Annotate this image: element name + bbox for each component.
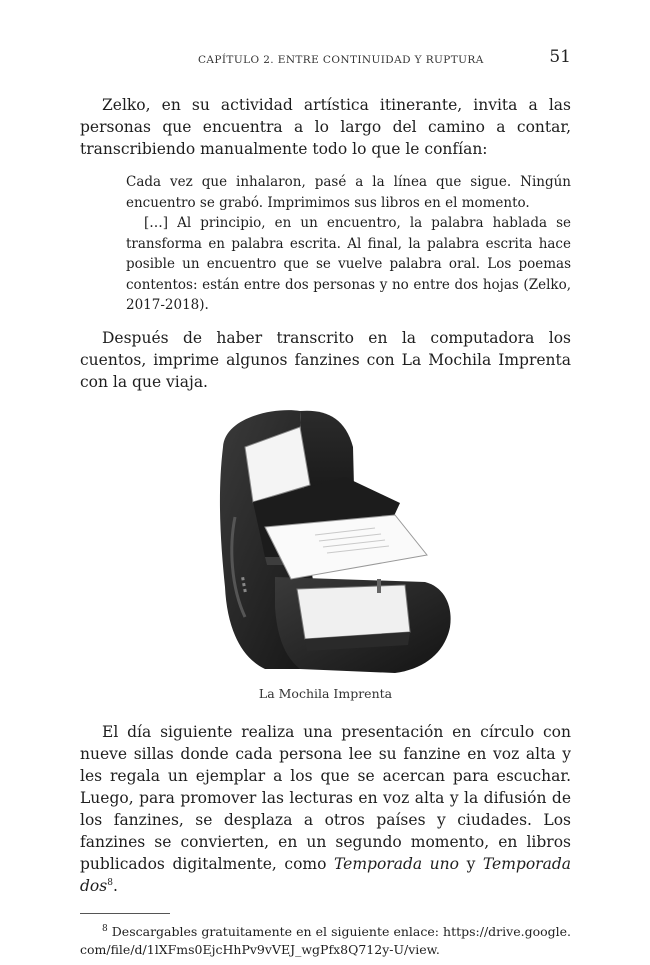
footnote-text[interactable]: Descargables gratuitamente en el siguiente enlace: https://drive.google.com/file/d/1lXFms0EjcHhPv9vVEJ_wgPfx8Q712y-U/view. xyxy=(80,923,571,957)
svg-text:▪ ▪ ▪: ▪ ▪ ▪ xyxy=(239,575,249,593)
paragraph-printing: Después de haber transcrito en la computadora los cuentos, imprime algunos fanzines con La Mochila Imprenta con la que viaja. xyxy=(80,328,571,391)
footnote-reference[interactable]: 8 xyxy=(107,877,113,888)
book-title-temporada-uno: Temporada uno xyxy=(334,854,459,873)
quote-line-1: Cada vez que inhalaron, pasé a la línea que sigue. Ningún encuentro se grabó. Imprimimos sus libros en el momento. xyxy=(126,174,571,211)
footnote-8 xyxy=(80,923,571,959)
page-body xyxy=(80,94,571,959)
book-title-temporada-dos: Temporada dos xyxy=(80,854,571,895)
paragraph-presentation xyxy=(80,721,571,897)
page-number: 51 xyxy=(549,47,571,67)
footnote-divider xyxy=(80,913,170,914)
paragraph-text: El día siguiente realiza una presentación en círculo con nueve sillas donde cada persona lee su fanzine en voz alta y les regala un ejemplar a los que se acercan para escuchar. Luego, para promover las lecturas en voz alta y la difusión de los fanzines, se desplaza a otros países y ciudades. Los fanzines se convierten, en un segundo momento, en libros publicados digitalmente, como xyxy=(80,722,571,873)
period: . xyxy=(112,876,118,895)
running-head: CAPÍTULO 2. ENTRE CONTINUIDAD Y RUPTURA xyxy=(198,54,484,66)
conjunction: y xyxy=(458,854,483,873)
page-header xyxy=(80,46,571,72)
backpack-printer-photo xyxy=(205,407,455,675)
block-quote xyxy=(126,172,571,316)
figure-caption: La Mochila Imprenta xyxy=(258,685,393,701)
paragraph-intro: Zelko, en su actividad artística itinerante, invita a las personas que encuentra a lo largo del camino a contar, transcribiendo manualmente todo lo que le confían: xyxy=(80,96,571,158)
quote-line-2: […] Al principio, en un encuentro, la palabra hablada se transforma en palabra escrita. Al final, la palabra escrita hace posible un encuentro que se vuelve palabra oral. Los poemas contentos: están entre dos personas y no entre dos hojas (Zelko, 2017-2018). xyxy=(126,215,571,313)
footnote-number: 8 xyxy=(102,923,108,934)
figure xyxy=(80,407,571,675)
